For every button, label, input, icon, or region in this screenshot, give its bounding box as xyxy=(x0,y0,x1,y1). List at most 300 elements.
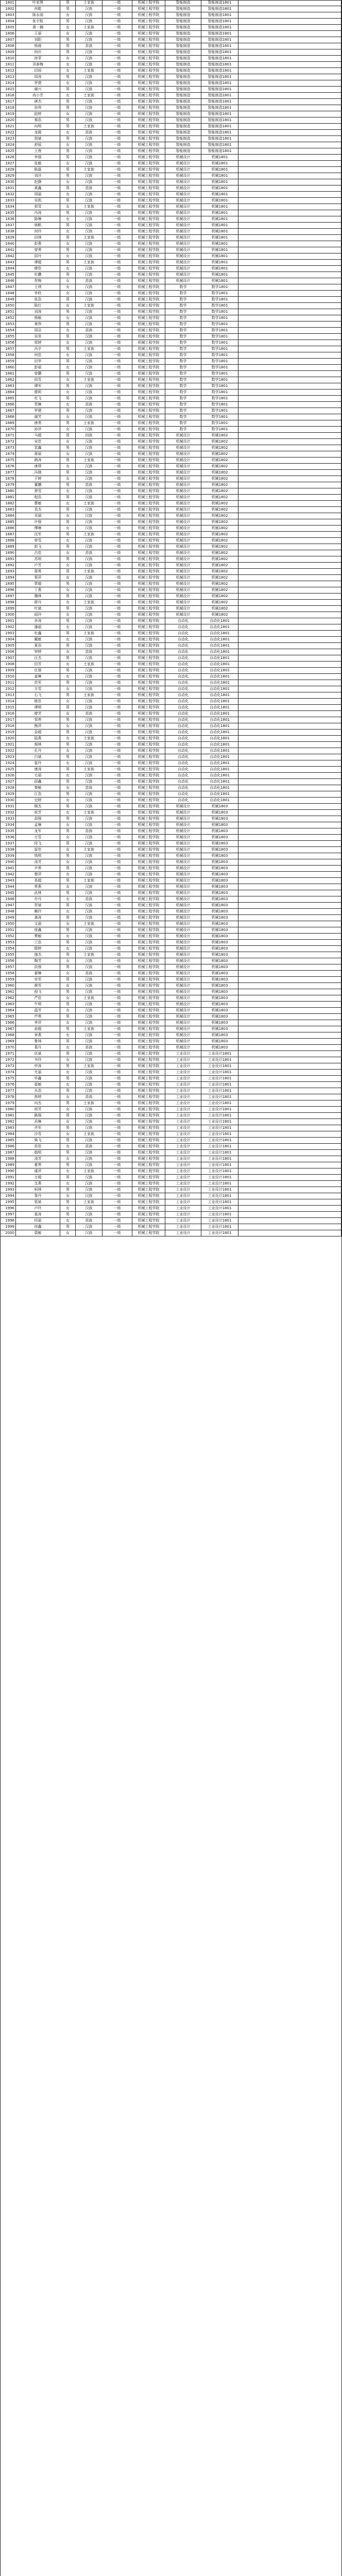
student-level: 一级 xyxy=(102,445,132,451)
remark-cell xyxy=(238,971,341,976)
student-sex: 男 xyxy=(60,371,75,377)
student-level: 一级 xyxy=(102,408,132,414)
table-row xyxy=(0,278,342,284)
student-ethnicity: 土家族 xyxy=(75,501,102,506)
remark-cell xyxy=(238,148,341,154)
remark-cell xyxy=(238,822,341,828)
student-class: 智能制造1801 xyxy=(201,31,238,37)
student-sex: 男 xyxy=(60,223,75,228)
student-class: 智能制造1801 xyxy=(201,62,238,67)
table-row xyxy=(0,884,342,890)
student-class: 工业设计1801 xyxy=(201,1150,238,1156)
student-name: 刘洋 xyxy=(15,173,60,179)
student-ethnicity: 汉族 xyxy=(75,1206,102,1211)
student-major: 数学 xyxy=(165,427,201,432)
row-number: 1911 xyxy=(0,680,15,686)
student-name: 沙雪 xyxy=(15,1131,60,1137)
student-college: 机械工程学院 xyxy=(132,192,165,197)
student-level: 一级 xyxy=(102,1224,132,1230)
remark-cell xyxy=(238,767,341,772)
table-row xyxy=(0,699,342,705)
student-name: 胡斌 xyxy=(15,136,60,142)
student-major: 机械设计 xyxy=(165,958,201,964)
remark-cell xyxy=(238,359,341,364)
student-level: 一级 xyxy=(102,247,132,253)
student-class: 机械1803 xyxy=(201,946,238,952)
student-major: 机械设计 xyxy=(165,878,201,884)
student-college: 机械工程学院 xyxy=(132,909,165,914)
table-row xyxy=(0,229,342,235)
student-name: 兰浩 xyxy=(15,940,60,945)
table-row xyxy=(0,402,342,408)
student-sex: 男 xyxy=(60,890,75,896)
remark-cell xyxy=(238,111,341,117)
student-major: 机械设计 xyxy=(165,1014,201,1020)
student-name: 杜鑫 xyxy=(15,631,60,636)
student-name: 袁鑫 xyxy=(15,445,60,451)
student-college: 机械工程学院 xyxy=(132,798,165,803)
student-name: 廖芳 xyxy=(15,711,60,717)
student-class: 数学1801 xyxy=(201,321,238,327)
student-sex: 男 xyxy=(60,482,75,488)
student-college: 机械工程学院 xyxy=(132,352,165,358)
student-ethnicity: 汉族 xyxy=(75,513,102,519)
student-college: 机械工程学院 xyxy=(132,791,165,797)
student-sex: 男 xyxy=(60,19,75,24)
row-number: 1925 xyxy=(0,767,15,772)
student-ethnicity: 汉族 xyxy=(75,804,102,809)
student-major: 机械设计 xyxy=(165,241,201,247)
student-level: 一级 xyxy=(102,488,132,494)
remark-cell xyxy=(238,760,341,766)
student-name: 许强 xyxy=(15,519,60,525)
table-row xyxy=(0,396,342,402)
student-class: 工业设计1801 xyxy=(201,1187,238,1193)
student-level: 一级 xyxy=(102,569,132,574)
student-ethnicity: 汉族 xyxy=(75,575,102,581)
student-class: 机械1803 xyxy=(201,828,238,834)
remark-cell xyxy=(238,204,341,210)
student-name: 康涛 xyxy=(15,767,60,772)
student-college: 机械工程学院 xyxy=(132,1020,165,1026)
student-major: 工业设计 xyxy=(165,1051,201,1057)
student-college: 机械工程学院 xyxy=(132,1199,165,1205)
student-major: 数学 xyxy=(165,389,201,395)
student-level: 一级 xyxy=(102,457,132,463)
student-major: 自动化 xyxy=(165,643,201,649)
table-row xyxy=(0,526,342,532)
student-ethnicity: 汉族 xyxy=(75,1057,102,1063)
student-class: 工业设计1801 xyxy=(201,1076,238,1081)
student-name: 邱丹 xyxy=(15,253,60,259)
student-college: 机械工程学院 xyxy=(132,1082,165,1088)
student-major: 自动化 xyxy=(165,649,201,655)
student-class: 智能制造1801 xyxy=(201,136,238,142)
student-level: 一级 xyxy=(102,241,132,247)
student-ethnicity: 汉族 xyxy=(75,495,102,500)
student-name: 彭燕 xyxy=(15,241,60,247)
student-ethnicity: 汉族 xyxy=(75,1212,102,1217)
student-major: 智能制造 xyxy=(165,105,201,111)
student-college: 机械工程学院 xyxy=(132,903,165,908)
student-ethnicity: 土家族 xyxy=(75,662,102,667)
student-sex: 男 xyxy=(60,99,75,105)
table-row xyxy=(0,878,342,884)
row-number: 1997 xyxy=(0,1212,15,1217)
remark-cell xyxy=(238,934,341,939)
table-row xyxy=(0,334,342,340)
table-row xyxy=(0,828,342,835)
student-class: 自动化1801 xyxy=(201,631,238,636)
row-number: 1912 xyxy=(0,686,15,692)
row-number: 1823 xyxy=(0,136,15,142)
table-row xyxy=(0,389,342,396)
student-name: 倪飞 xyxy=(15,989,60,995)
student-sex: 男 xyxy=(60,272,75,278)
student-ethnicity: 汉族 xyxy=(75,31,102,37)
student-ethnicity: 汉族 xyxy=(75,229,102,234)
remark-cell xyxy=(238,142,341,148)
student-college: 机械工程学院 xyxy=(132,785,165,791)
table-row xyxy=(0,192,342,198)
student-ethnicity: 汉族 xyxy=(75,62,102,67)
student-class: 工业设计1801 xyxy=(201,1212,238,1217)
student-name: 熊萍 xyxy=(15,723,60,729)
student-class: 自动化1801 xyxy=(201,773,238,778)
student-level: 一级 xyxy=(102,903,132,908)
student-major: 数学 xyxy=(165,291,201,296)
student-level: 一级 xyxy=(102,62,132,67)
student-sex: 女 xyxy=(60,723,75,729)
student-major: 机械设计 xyxy=(165,161,201,166)
student-sex: 女 xyxy=(60,1168,75,1174)
remark-cell xyxy=(238,730,341,735)
row-number: 1835 xyxy=(0,210,15,216)
student-class: 数学1801 xyxy=(201,359,238,364)
student-class: 数学1801 xyxy=(201,284,238,290)
student-level: 一级 xyxy=(102,185,132,191)
student-sex: 男 xyxy=(60,1113,75,1118)
remark-cell xyxy=(238,940,341,945)
student-level: 一级 xyxy=(102,699,132,704)
student-level: 一级 xyxy=(102,785,132,791)
table-row xyxy=(0,433,342,439)
student-class: 机械1803 xyxy=(201,921,238,927)
student-name: 吴昊 xyxy=(15,334,60,340)
student-major: 自动化 xyxy=(165,668,201,673)
student-ethnicity: 汉族 xyxy=(75,791,102,797)
student-sex: 女 xyxy=(60,204,75,210)
student-class: 自动化1801 xyxy=(201,760,238,766)
student-sex: 男 xyxy=(60,1051,75,1057)
table-row xyxy=(0,1045,342,1051)
student-college: 机械工程学院 xyxy=(132,594,165,599)
student-major: 机械设计 xyxy=(165,223,201,228)
student-class: 机械1802 xyxy=(201,526,238,531)
student-sex: 女 xyxy=(60,1230,75,1236)
student-major: 智能制造 xyxy=(165,25,201,30)
student-ethnicity: 汉族 xyxy=(75,946,102,952)
student-sex: 女 xyxy=(60,971,75,976)
student-college: 机械工程学院 xyxy=(132,828,165,834)
student-name: 韩涛 xyxy=(15,457,60,463)
student-college: 机械工程学院 xyxy=(132,130,165,135)
student-college: 机械工程学院 xyxy=(132,359,165,364)
row-number: 1853 xyxy=(0,321,15,327)
remark-cell xyxy=(238,1144,341,1149)
student-college: 机械工程学院 xyxy=(132,291,165,296)
student-level: 一级 xyxy=(102,420,132,426)
student-major: 机械设计 xyxy=(165,513,201,519)
student-level: 一级 xyxy=(102,1150,132,1156)
student-level: 一级 xyxy=(102,692,132,698)
table-row xyxy=(0,674,342,680)
remark-cell xyxy=(238,655,341,661)
student-sex: 女 xyxy=(60,847,75,853)
student-college: 机械工程学院 xyxy=(132,711,165,717)
student-major: 数学 xyxy=(165,371,201,377)
student-sex: 女 xyxy=(60,266,75,272)
student-sex: 男 xyxy=(60,1199,75,1205)
remark-cell xyxy=(238,334,341,340)
row-number: 1816 xyxy=(0,93,15,98)
student-sex: 女 xyxy=(60,241,75,247)
student-sex: 男 xyxy=(60,470,75,476)
student-sex: 女 xyxy=(60,179,75,185)
student-college: 机械工程学院 xyxy=(132,161,165,166)
row-number: 1871 xyxy=(0,433,15,438)
student-class: 机械1803 xyxy=(201,1002,238,1007)
student-sex: 男 xyxy=(60,155,75,160)
student-ethnicity: 汉族 xyxy=(75,1014,102,1020)
student-class: 智能制造1801 xyxy=(201,124,238,129)
student-name: 雷佳 xyxy=(15,847,60,853)
student-class: 智能制造1801 xyxy=(201,105,238,111)
student-college: 机械工程学院 xyxy=(132,241,165,247)
student-sex: 男 xyxy=(60,779,75,785)
student-ethnicity: 苗族 xyxy=(75,482,102,488)
student-class: 自动化1801 xyxy=(201,637,238,642)
student-major: 自动化 xyxy=(165,779,201,785)
student-college: 机械工程学院 xyxy=(132,872,165,877)
student-name: 谭明 xyxy=(15,705,60,710)
student-college: 机械工程学院 xyxy=(132,377,165,383)
student-level: 一级 xyxy=(102,977,132,982)
remark-cell xyxy=(238,643,341,649)
student-level: 一级 xyxy=(102,124,132,129)
student-college: 机械工程学院 xyxy=(132,315,165,321)
student-ethnicity: 汉族 xyxy=(75,964,102,970)
table-row xyxy=(0,352,342,359)
remark-cell xyxy=(238,321,341,327)
row-number: 1833 xyxy=(0,198,15,204)
student-college: 机械工程学院 xyxy=(132,699,165,704)
remark-cell xyxy=(238,1094,341,1100)
student-ethnicity: 土家族 xyxy=(75,124,102,129)
student-college: 机械工程学院 xyxy=(132,989,165,995)
student-class: 机械1802 xyxy=(201,476,238,482)
student-ethnicity: 苗族 xyxy=(75,896,102,902)
student-major: 机械设计 xyxy=(165,167,201,173)
table-row xyxy=(0,1094,342,1100)
table-row xyxy=(0,1051,342,1057)
student-class: 工业设计1801 xyxy=(201,1206,238,1211)
student-ethnicity: 汉族 xyxy=(75,1119,102,1125)
table-row xyxy=(0,668,342,674)
student-level: 一级 xyxy=(102,117,132,123)
student-college: 机械工程学院 xyxy=(132,995,165,1001)
student-major: 数学 xyxy=(165,408,201,414)
row-number: 1919 xyxy=(0,730,15,735)
student-major: 数学 xyxy=(165,359,201,364)
student-name: 周洁 xyxy=(15,328,60,333)
student-name: 顾杰 xyxy=(15,804,60,809)
student-college: 机械工程学院 xyxy=(132,952,165,958)
student-level: 一级 xyxy=(102,1144,132,1149)
table-row xyxy=(0,1076,342,1082)
table-row xyxy=(0,161,342,167)
student-name: 邱鑫 xyxy=(15,779,60,785)
student-name: 邹勇 xyxy=(15,717,60,723)
student-college: 机械工程学院 xyxy=(132,62,165,67)
student-sex: 女 xyxy=(60,1181,75,1187)
row-number: 1825 xyxy=(0,148,15,154)
student-class: 机械1802 xyxy=(201,569,238,574)
student-sex: 男 xyxy=(60,148,75,154)
student-level: 一级 xyxy=(102,1199,132,1205)
student-class: 工业设计1801 xyxy=(201,1119,238,1125)
row-number: 1855 xyxy=(0,334,15,340)
student-college: 机械工程学院 xyxy=(132,346,165,352)
student-major: 机械设计 xyxy=(165,1008,201,1013)
student-class: 智能制造1801 xyxy=(201,12,238,18)
student-class: 自动化1801 xyxy=(201,686,238,692)
remark-cell xyxy=(238,136,341,142)
student-major: 智能制造 xyxy=(165,6,201,12)
student-ethnicity: 汉族 xyxy=(75,117,102,123)
table-row xyxy=(0,730,342,736)
student-college: 机械工程学院 xyxy=(132,235,165,241)
student-major: 智能制造 xyxy=(165,80,201,86)
row-number: 1977 xyxy=(0,1088,15,1094)
table-row xyxy=(0,767,342,773)
table-row xyxy=(0,995,342,1002)
student-major: 机械设计 xyxy=(165,927,201,933)
student-name: 丛浩 xyxy=(15,1088,60,1094)
student-class: 工业设计1801 xyxy=(201,1070,238,1075)
student-major: 工业设计 xyxy=(165,1168,201,1174)
student-ethnicity: 回族 xyxy=(75,433,102,438)
student-level: 一级 xyxy=(102,278,132,284)
student-sex: 男 xyxy=(60,655,75,661)
student-level: 一级 xyxy=(102,56,132,61)
student-name: 经丽 xyxy=(15,1218,60,1224)
student-college: 机械工程学院 xyxy=(132,760,165,766)
student-major: 机械设计 xyxy=(165,1039,201,1044)
student-ethnicity: 汉族 xyxy=(75,297,102,302)
row-number: 1874 xyxy=(0,451,15,457)
student-major: 数学 xyxy=(165,340,201,346)
row-number: 1836 xyxy=(0,216,15,222)
table-row xyxy=(0,297,342,303)
student-name: 章燕 xyxy=(15,1032,60,1038)
student-college: 机械工程学院 xyxy=(132,773,165,778)
table-row xyxy=(0,1230,342,1236)
student-ethnicity: 汉族 xyxy=(75,612,102,618)
student-ethnicity: 汉族 xyxy=(75,1032,102,1038)
row-number: 1841 xyxy=(0,247,15,253)
student-ethnicity: 汉族 xyxy=(75,105,102,111)
student-class: 工业设计1801 xyxy=(201,1100,238,1106)
student-level: 一级 xyxy=(102,383,132,389)
table-row xyxy=(0,383,342,389)
row-number: 1876 xyxy=(0,464,15,469)
remark-cell xyxy=(238,618,341,624)
student-name: 于婷 xyxy=(15,476,60,482)
table-row xyxy=(0,173,342,179)
student-class: 数学1801 xyxy=(201,315,238,321)
student-major: 机械设计 xyxy=(165,847,201,853)
row-number: 1882 xyxy=(0,501,15,506)
student-college: 机械工程学院 xyxy=(132,1156,165,1162)
student-level: 一级 xyxy=(102,649,132,655)
student-name: 向明 xyxy=(15,124,60,129)
student-college: 机械工程学院 xyxy=(132,563,165,568)
remark-cell xyxy=(238,878,341,884)
student-ethnicity: 土家族 xyxy=(75,260,102,265)
student-level: 一级 xyxy=(102,828,132,834)
table-row xyxy=(0,946,342,952)
student-ethnicity: 汉族 xyxy=(75,643,102,649)
student-college: 机械工程学院 xyxy=(132,433,165,438)
student-name: 邱雪 xyxy=(15,377,60,383)
student-name: 史婷 xyxy=(15,798,60,803)
student-sex: 女 xyxy=(60,686,75,692)
student-major: 智能制造 xyxy=(165,117,201,123)
student-ethnicity: 汉族 xyxy=(75,816,102,822)
student-level: 一级 xyxy=(102,80,132,86)
student-sex: 女 xyxy=(60,439,75,445)
row-number: 1895 xyxy=(0,581,15,587)
student-major: 机械设计 xyxy=(165,179,201,185)
table-row xyxy=(0,1199,342,1206)
student-level: 一级 xyxy=(102,334,132,340)
student-class: 自动化1801 xyxy=(201,680,238,686)
row-number: 1984 xyxy=(0,1131,15,1137)
row-number: 1813 xyxy=(0,74,15,80)
student-sex: 男 xyxy=(60,210,75,216)
table-row xyxy=(0,19,342,25)
student-major: 数学 xyxy=(165,365,201,370)
row-number: 1821 xyxy=(0,124,15,129)
remark-cell xyxy=(238,637,341,642)
student-college: 机械工程学院 xyxy=(132,866,165,871)
remark-cell xyxy=(238,315,341,321)
student-major: 机械设计 xyxy=(165,495,201,500)
student-ethnicity: 苗族 xyxy=(75,402,102,408)
table-row xyxy=(0,470,342,476)
student-class: 机械1803 xyxy=(201,940,238,945)
student-college: 机械工程学院 xyxy=(132,87,165,92)
student-major: 机械设计 xyxy=(165,464,201,469)
remark-cell xyxy=(238,507,341,513)
student-college: 机械工程学院 xyxy=(132,389,165,395)
row-number: 1946 xyxy=(0,896,15,902)
student-major: 机械设计 xyxy=(165,569,201,574)
student-class: 机械1801 xyxy=(201,272,238,278)
student-class: 数学1801 xyxy=(201,408,238,414)
remark-cell xyxy=(238,56,341,61)
